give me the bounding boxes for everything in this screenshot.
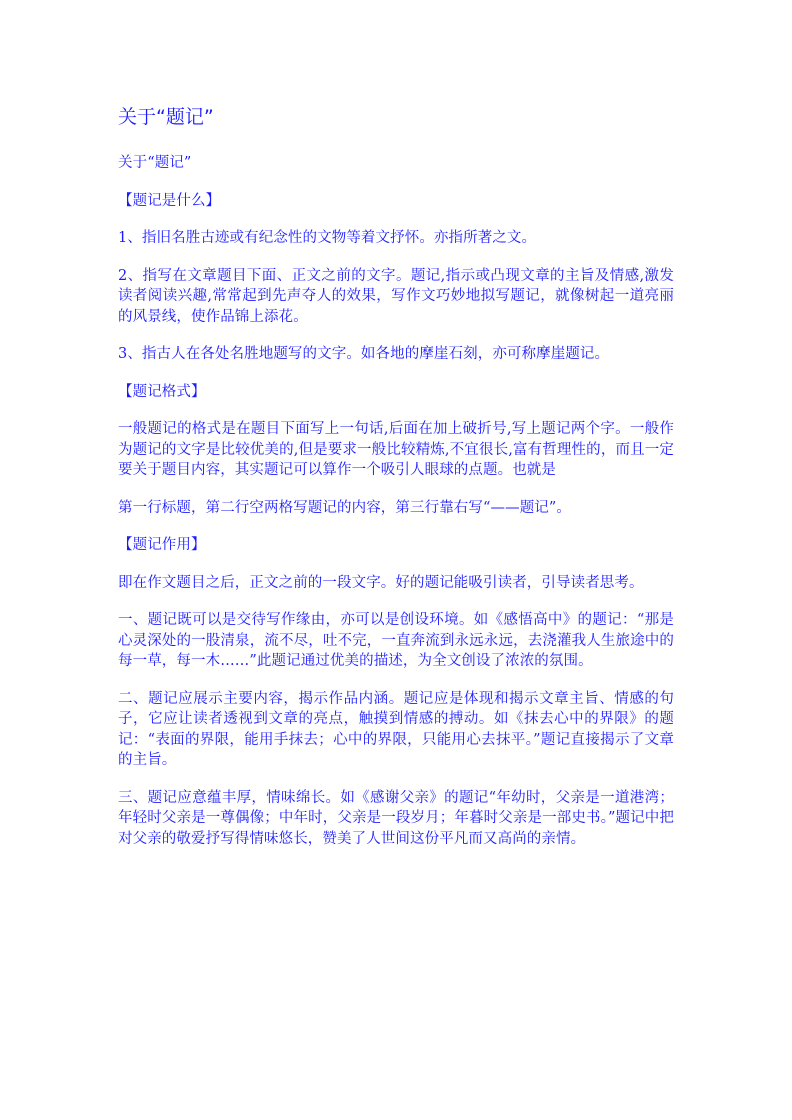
paragraph-function-2: 二、题记应展示主要内容，揭示作品内涵。题记应是体现和揭示文章主旨、情感的句子，它应让读者透视到文章的亮点，触摸到情感的搏动。如《抹去心中的界限》的题记：“表面的界限，能用手抹去；心中的界限，只能用心去抹平。”题记直接揭示了文章的主旨。	[118, 690, 674, 768]
paragraph-function-3: 三、题记应意蕴丰厚，情味绵长。如《感谢父亲》的题记“年幼时，父亲是一道港湾；年轻时父亲是一尊偶像；中年时，父亲是一段岁月；年暮时父亲是一部史书。”题记中把对父亲的敬爱抒写得情味悠长，赞美了人世间这份平凡而又高尚的亲情。	[118, 789, 674, 847]
paragraph-definition-3: 3、指古人在各处名胜地题写的文字。如各地的摩崖石刻，亦可称摩崖题记。	[118, 346, 610, 362]
document-page	[118, 103, 674, 866]
document-title: 关于“题记”	[118, 106, 214, 128]
paragraph-format-1: 一般题记的格式是在题目下面写上一句话,后面在加上破折号,写上题记两个字。一般作为题记的文字是比较优美的,但是要求一般比较精炼,不宜很长,富有哲理性的，而且一定要关于题目内容，其实题记可以算作一个吸引人眼球的点题。也就是	[118, 421, 674, 478]
paragraph-definition-2: 2、指写在文章题目下面、正文之前的文字。题记,指示或凸现文章的主旨及情感,激发读者阅读兴趣,常常起到先声夺人的效果，写作文巧妙地拟写题记，就像树起一道亮丽的风景线，使作品锦上添花。	[118, 267, 674, 325]
paragraph-definition-1: 1、指旧名胜古迹或有纪念性的文物等着文抒怀。亦指所著之文。	[118, 230, 537, 246]
section-heading-what: 【题记是什么】	[118, 192, 221, 209]
section-heading-function: 【题记作用】	[118, 537, 206, 553]
paragraph-function-1: 一、题记既可以是交待写作缘由，亦可以是创设环境。如《感悟高中》的题记：“那是心灵深处的一股清泉，流不尽，吐不完，一直奔流到永远永远，去浇灌我人生旅途中的每一草，每一木……”此题记通过优美的描述，为全文创设了浓浓的氛围。	[118, 612, 674, 669]
subtitle-paragraph: 关于“题记”	[118, 155, 192, 171]
section-heading-format: 【题记格式】	[118, 383, 206, 400]
paragraph-function-intro: 即在作文题目之后，正文之前的一段文字。好的题记能吸引读者，引导读者思考。	[118, 574, 644, 591]
paragraph-format-2: 第一行标题，第二行空两格写题记的内容，第三行靠右写“——题记”。	[118, 499, 572, 516]
